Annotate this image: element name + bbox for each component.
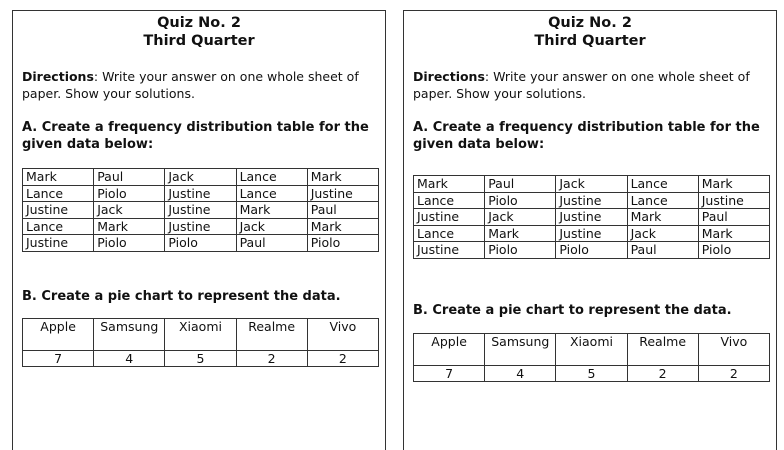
- count-cell: 5: [165, 351, 236, 367]
- name-cell: Piolo: [485, 242, 556, 259]
- names-row: [23, 218, 379, 235]
- quiz-sheet-right: [403, 10, 777, 450]
- name-cell: Paul: [627, 242, 698, 259]
- brand-table-body: [414, 334, 770, 382]
- names-table: [413, 175, 770, 259]
- count-row: [23, 351, 379, 367]
- directions-text: : Write your answer on one whole sheet of paper. Show your solutions.: [22, 69, 359, 101]
- count-row: [414, 366, 770, 382]
- section-b-heading: B. Create a pie chart to represent the data.: [22, 289, 341, 304]
- brand-cell: Samsung: [94, 319, 165, 351]
- brand-table-body: [23, 319, 379, 367]
- name-cell: Piolo: [556, 242, 627, 259]
- brand-cell: Vivo: [698, 334, 769, 366]
- name-cell: Mark: [307, 218, 378, 235]
- names-table-body: [414, 176, 770, 259]
- brand-cell: Realme: [627, 334, 698, 366]
- quiz-title: [404, 14, 776, 50]
- name-cell: Justine: [23, 202, 94, 219]
- brand-cell: Samsung: [485, 334, 556, 366]
- name-cell: Justine: [556, 209, 627, 226]
- name-cell: Justine: [165, 218, 236, 235]
- name-cell: Piolo: [165, 235, 236, 252]
- name-cell: Lance: [236, 185, 307, 202]
- name-cell: Justine: [307, 185, 378, 202]
- count-cell: 7: [414, 366, 485, 382]
- count-cell: 7: [23, 351, 94, 367]
- name-cell: Mark: [698, 176, 769, 193]
- name-cell: Paul: [485, 176, 556, 193]
- name-cell: Justine: [556, 192, 627, 209]
- names-row: [414, 209, 770, 226]
- directions-label: Directions: [413, 69, 485, 84]
- name-cell: Justine: [165, 202, 236, 219]
- name-cell: Lance: [236, 169, 307, 186]
- brand-cell: Realme: [236, 319, 307, 351]
- section-a-heading: A. Create a frequency distribution table for the given data below:: [413, 120, 760, 152]
- name-cell: Jack: [236, 218, 307, 235]
- name-cell: Mark: [236, 202, 307, 219]
- names-table: [22, 168, 379, 252]
- brand-header-row: [414, 334, 770, 366]
- name-cell: Mark: [698, 225, 769, 242]
- directions: [413, 68, 763, 102]
- quiz-sheet-left: [12, 10, 386, 450]
- count-cell: 2: [307, 351, 378, 367]
- name-cell: Mark: [23, 169, 94, 186]
- names-row: [414, 192, 770, 209]
- name-cell: Mark: [307, 169, 378, 186]
- name-cell: Piolo: [94, 235, 165, 252]
- count-cell: 4: [485, 366, 556, 382]
- name-cell: Jack: [94, 202, 165, 219]
- name-cell: Lance: [414, 192, 485, 209]
- name-cell: Jack: [556, 176, 627, 193]
- name-cell: Lance: [23, 185, 94, 202]
- name-cell: Mark: [485, 225, 556, 242]
- brand-cell: Apple: [23, 319, 94, 351]
- brand-cell: Xiaomi: [165, 319, 236, 351]
- names-row: [23, 235, 379, 252]
- brand-table: [22, 318, 379, 367]
- quiz-title-text: Quiz No. 2: [157, 15, 241, 31]
- name-cell: Jack: [165, 169, 236, 186]
- name-cell: Lance: [627, 192, 698, 209]
- directions-label: Directions: [22, 69, 94, 84]
- brand-cell: Apple: [414, 334, 485, 366]
- name-cell: Paul: [698, 209, 769, 226]
- name-cell: Lance: [23, 218, 94, 235]
- section-a-heading: A. Create a frequency distribution table for the given data below:: [22, 120, 369, 152]
- quiz-title: [13, 14, 385, 50]
- quiz-subtitle: Third Quarter: [534, 33, 646, 49]
- count-cell: 2: [627, 366, 698, 382]
- name-cell: Piolo: [94, 185, 165, 202]
- name-cell: Justine: [414, 242, 485, 259]
- name-cell: Paul: [307, 202, 378, 219]
- quiz-subtitle: Third Quarter: [143, 33, 255, 49]
- quiz-title-text: Quiz No. 2: [548, 15, 632, 31]
- names-table-body: [23, 169, 379, 252]
- names-row: [23, 185, 379, 202]
- names-row: [414, 225, 770, 242]
- name-cell: Jack: [485, 209, 556, 226]
- name-cell: Justine: [698, 192, 769, 209]
- directions-text: : Write your answer on one whole sheet of paper. Show your solutions.: [413, 69, 750, 101]
- names-row: [23, 202, 379, 219]
- section-b-heading: B. Create a pie chart to represent the data.: [413, 303, 732, 318]
- name-cell: Justine: [23, 235, 94, 252]
- name-cell: Justine: [414, 209, 485, 226]
- count-cell: 2: [698, 366, 769, 382]
- name-cell: Piolo: [698, 242, 769, 259]
- name-cell: Lance: [414, 225, 485, 242]
- name-cell: Mark: [414, 176, 485, 193]
- directions: [22, 68, 372, 102]
- brand-cell: Vivo: [307, 319, 378, 351]
- name-cell: Paul: [94, 169, 165, 186]
- count-cell: 5: [556, 366, 627, 382]
- brand-table: [413, 333, 770, 382]
- names-row: [414, 242, 770, 259]
- name-cell: Jack: [627, 225, 698, 242]
- name-cell: Piolo: [485, 192, 556, 209]
- name-cell: Justine: [556, 225, 627, 242]
- name-cell: Lance: [627, 176, 698, 193]
- brand-header-row: [23, 319, 379, 351]
- count-cell: 2: [236, 351, 307, 367]
- names-row: [23, 169, 379, 186]
- name-cell: Mark: [627, 209, 698, 226]
- brand-cell: Xiaomi: [556, 334, 627, 366]
- name-cell: Mark: [94, 218, 165, 235]
- count-cell: 4: [94, 351, 165, 367]
- names-row: [414, 176, 770, 193]
- name-cell: Piolo: [307, 235, 378, 252]
- name-cell: Justine: [165, 185, 236, 202]
- name-cell: Paul: [236, 235, 307, 252]
